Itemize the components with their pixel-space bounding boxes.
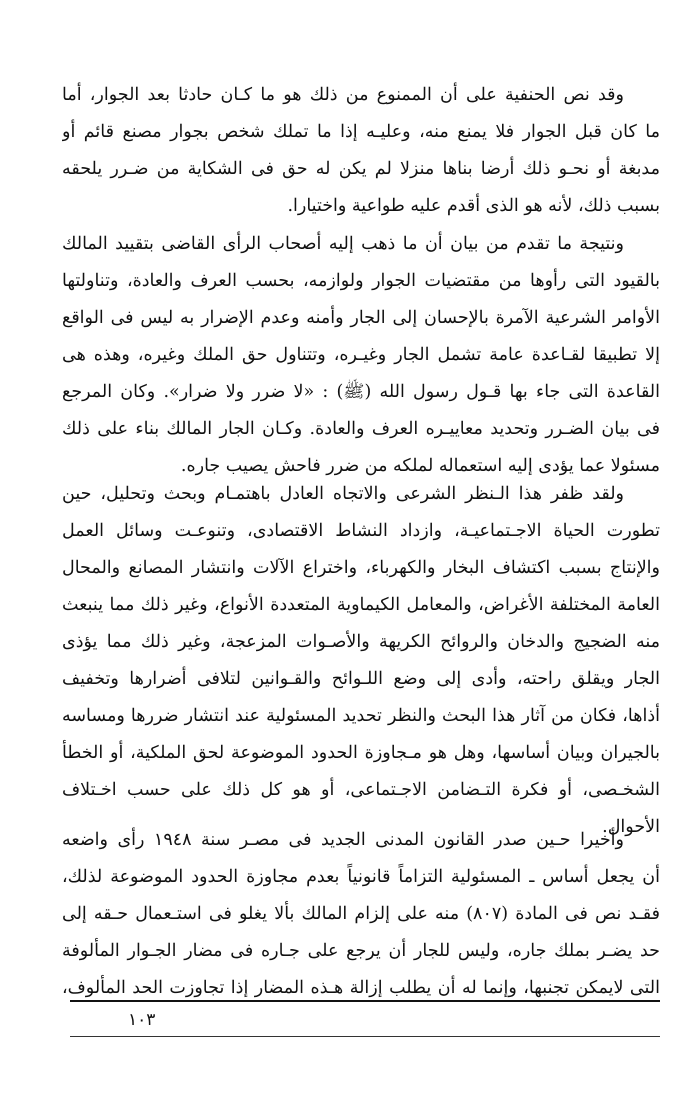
paragraph-line: والإنتاج بسبب اكتشاف البخار والكهرباء، واختراع الآلات وانتشار المصانع والمحال (62, 558, 660, 578)
paragraph-line: تطورت الحياة الاجـتماعيـة، وازداد النشاط الاقتصادى، وتنوعـت وسائل العمل (62, 521, 660, 541)
paragraph-line: الشخـصى، أو فكرة التـضامن الاجـتماعى، أو هو كل ذلك على حسب اخـتلاف (62, 780, 660, 800)
footer-rule-thin (70, 1036, 660, 1037)
paragraph-line: حد يضـر بملك جاره، وليس للجار أن يرجع على جـاره فى مضار الجـوار المألوفة (62, 941, 660, 961)
paragraph-line: أن يجعل أساس ـ المسئولية التزاماً قانونياً بعدم مجاوزة الحدود الموضوعة لذلك، (62, 867, 660, 887)
paragraph-line: ونتيجة ما تقدم من بيان أن ما ذهب إليه أصحاب الرأى القاضى بتقييد المالك (62, 234, 624, 254)
paragraph-4 (62, 822, 660, 1007)
paragraph-line: وقد نص الحنفية على أن الممنوع من ذلك هو ما كـان حادثا بعد الجوار، أما (62, 85, 624, 105)
paragraph-line: منه الضجيج والدخان والروائح الكريهة والأصـوات المزعجة، وغير ذلك مما يؤذى (62, 632, 660, 652)
paragraph-3 (62, 476, 660, 846)
footer-rule-thick (70, 1000, 660, 1002)
paragraph-line: الأوامر الشرعية الآمرة بالإحسان إلى الجار وأمنه وعدم الإضرار به ليس فى الواقع (62, 308, 660, 328)
paragraph-line: ما كان قبل الجوار فلا يمنع منه، وعليـه إذا ما تملك شخص بجوار مصنع قائم أو (62, 122, 660, 142)
paragraph-line: العامة المختلفة الأغراض، والمعامل الكيماوية المتعددة الأنواع، وغير ذلك مما ينبعث (62, 595, 660, 615)
paragraph-line: الجار ويقلق راحته، وأدى إلى وضع اللـوائح والقـوانين لتلافى أضرارها وتخفيف (62, 669, 660, 689)
paragraph-line: مسئولا عما يؤدى إليه استعماله لملكه من ضرر فاحش يصيب جاره. (180, 456, 660, 476)
paragraph-2 (62, 226, 660, 485)
paragraph-line: مدبغة أو نحـو ذلك أرضا بناها منزلا لم يكن له حق فى الشكاية من ضـرر يلحقه (62, 159, 660, 179)
paragraph-line: الأحوال. (602, 817, 660, 837)
paragraph-line: وأخيرا حـين صدر القانون المدنى الجديد فى مصـر سنة ١٩٤٨ رأى واضعه (62, 830, 624, 850)
paragraph-line: التى لايمكن تجنبها، وإنما له أن يطلب إزالة هـذه المضار إذا تجاوزت الحد المألوف، (62, 978, 660, 998)
paragraph-line: القاعدة التى جاء بها قـول رسول الله (ﷺ) : «لا ضرر ولا ضرار». وكان المرجع (62, 382, 660, 402)
paragraph-line: بالقيود التى رأوها من مقتضيات الجوار ولوازمه، بحسب العرف والعادة، وتناولتها (62, 271, 660, 291)
paragraph-line: فى بيان الضـرر وتحديد معاييـره العرف والعادة. وكـان الجار المالك بناء على ذلك (62, 419, 660, 439)
paragraph-line: أذاها، فكان من آثار هذا البحث والنظر تحديد المسئولية عند انتشار ضررها ومساسه (62, 706, 660, 726)
page-number: ١٠٣ (128, 1010, 156, 1030)
paragraph-line: ولقد ظفر هذا الـنظر الشرعى والاتجاه العادل باهتمـام وبحث وتحليل، حين (62, 484, 624, 504)
paragraph-line: فقـد نص فى المادة (٨٠٧) منه على إلزام المالك بألا يغلو فى استـعمال حـقه إلى (62, 904, 660, 924)
paragraph-1 (62, 77, 660, 225)
paragraph-line: بالجيران وبيان أساسها، وهل هو مـجاوزة الحدود الموضوعة لحق الملكية، أو الخطأ (62, 743, 660, 763)
paragraph-line: بسبب ذلك، لأنه هو الذى أقدم عليه طواعية واختيارا. (287, 196, 660, 216)
paragraph-line: إلا تطبيقا لقـاعدة عامة تشمل الجار وغيـره، وتتناول حق الملك وغيره، وهذه هى (62, 345, 660, 365)
